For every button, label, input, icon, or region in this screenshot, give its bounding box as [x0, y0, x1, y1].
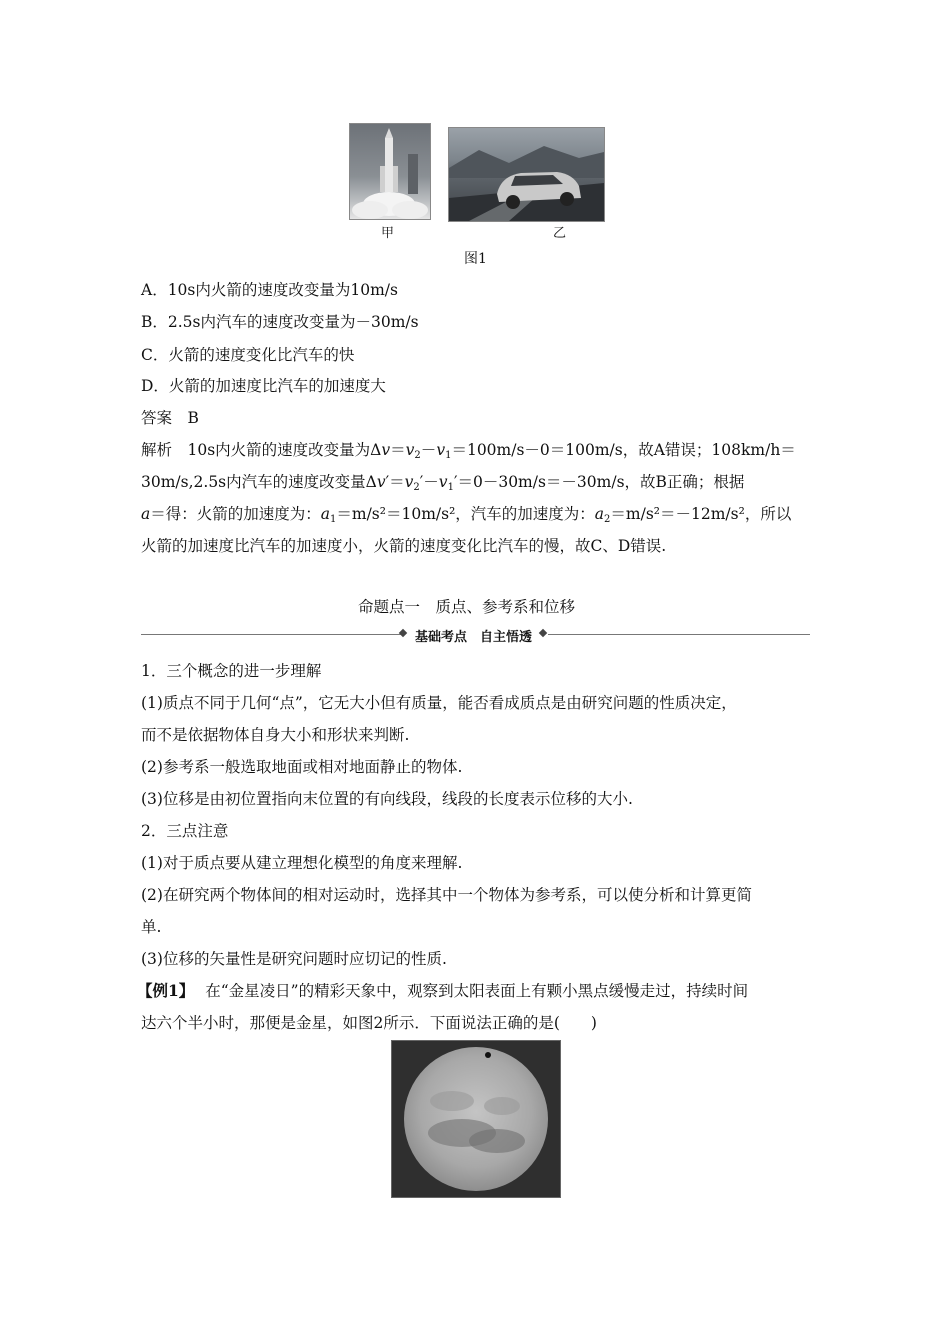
divider-right	[548, 634, 810, 635]
content-line: (2)在研究两个物体间的相对运动时，选择其中一个物体为参考系，可以使分析和计算更简	[141, 886, 752, 904]
example-line-1: 【例1】 在“金星凌日”的精彩天象中，观察到太阳表面上有颗小黑点缓慢走过，持续时间	[137, 981, 749, 1000]
option-c: C．火箭的速度变化比汽车的快	[141, 346, 355, 364]
content-line: (1)对于质点要从建立理想化模型的角度来理解.	[141, 854, 463, 872]
rocket-photo	[349, 123, 431, 220]
analysis-line-3: a＝得：火箭的加速度为：$a_1=m/s^2=10m/s^2$，汽车的加速度为：$a_2=m/s^2=-12m/s^2$，所以	[141, 505, 792, 525]
example-line-2: 达六个半小时，那便是金星，如图2所示．下面说法正确的是( )	[141, 1014, 597, 1032]
car-photo	[448, 127, 605, 222]
divider-left	[141, 634, 403, 635]
figure-label-b: 乙	[553, 226, 567, 241]
analysis-line-4: 火箭的加速度比汽车的加速度小，火箭的速度变化比汽车的慢，故C、D错误.	[141, 537, 667, 555]
content-line: 单.	[141, 918, 162, 936]
content-line: (2)参考系一般选取地面或相对地面静止的物体.	[141, 758, 463, 776]
example-tag: 【例1】	[137, 981, 195, 1000]
analysis-line-1: 解析 10s内火箭的速度改变量为$\Delta v=v_2-v_1=100m/s-0=100m/s$，故A错误；108km/h＝	[141, 441, 796, 461]
answer: 答案 B	[141, 409, 199, 427]
figure-label-a: 甲	[381, 226, 395, 241]
section-title: 命题点一 质点、参考系和位移	[358, 598, 576, 616]
content-line: (3)位移的矢量性是研究问题时应切记的性质.	[141, 950, 447, 968]
section-banner: 基础考点 自主悟透	[415, 630, 533, 645]
figure-caption: 图1	[464, 251, 487, 267]
content-line: 而不是依据物体自身大小和形状来判断.	[141, 726, 410, 744]
option-a: A．10s内火箭的速度改变量为10m/s	[141, 281, 398, 299]
option-d: D．火箭的加速度比汽车的加速度大	[141, 377, 386, 395]
divider-diamond-right	[539, 629, 547, 637]
content-line: (1)质点不同于几何“点”，它无大小但有质量，能否看成质点是由研究问题的性质决定，	[141, 694, 737, 712]
analysis-line-2: 30m/s,2.5s内汽车的速度改变量$\Delta v'=v_2'-v_1'=0-30m/s=-30m/s$，故B正确；根据	[141, 473, 745, 493]
content-line: 1．三个概念的进一步理解	[141, 662, 322, 680]
option-b: B．2.5s内汽车的速度改变量为－30m/s	[141, 313, 419, 331]
content-line: (3)位移是由初位置指向末位置的有向线段，线段的长度表示位移的大小.	[141, 790, 633, 808]
venus-transit-photo	[391, 1040, 561, 1198]
content-line: 2．三点注意	[141, 822, 229, 840]
divider-diamond-left	[399, 629, 407, 637]
